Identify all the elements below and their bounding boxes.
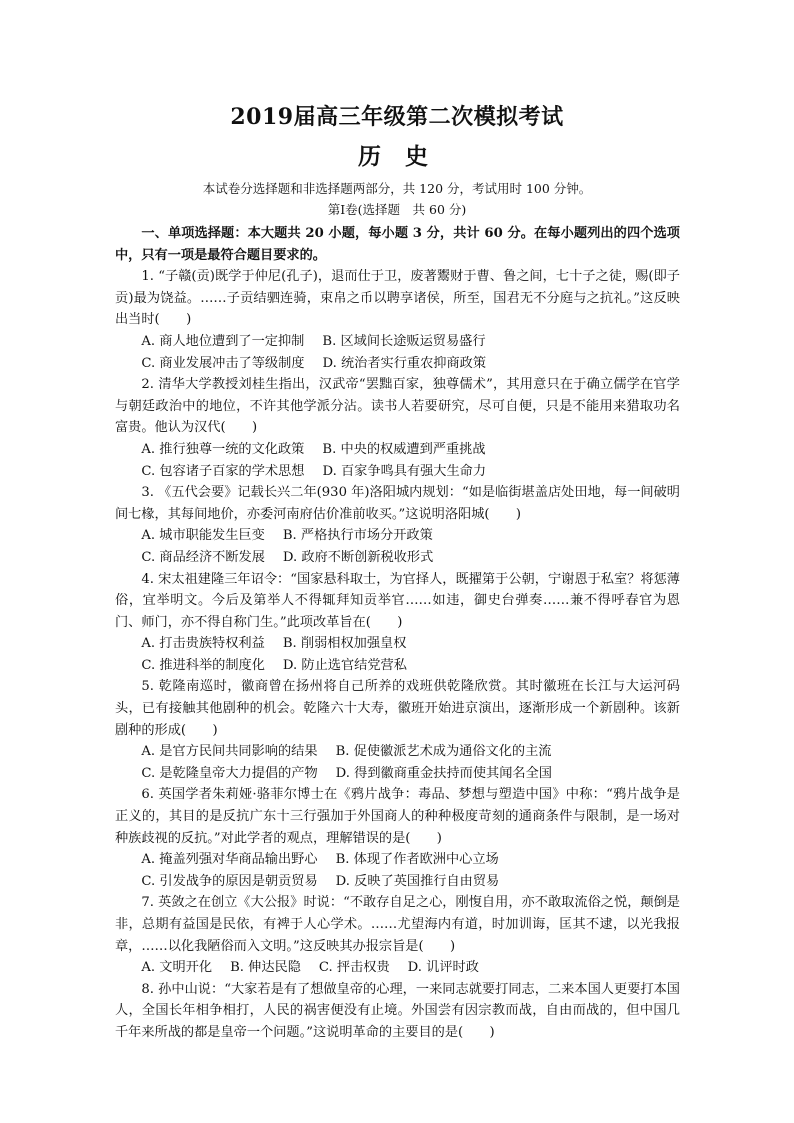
question-6-options-row-1 [115,849,680,871]
option-d: D. 防止选官结党营私 [282,657,407,673]
question-5-options-row-2 [115,763,680,785]
option-b: B. 体现了作者欧洲中心立场 [335,852,499,868]
option-d: D. 反映了英国推行自由贸易 [335,873,500,889]
option-b: B. 区域间长途贩运贸易盛行 [322,333,486,349]
option-d: D. 讥评时政 [407,960,479,976]
exam-note: 本试卷分选择题和非选择题两部分，共 120 分，考试用时 100 分钟。 [202,181,592,196]
option-b: B. 促使徽派艺术成为通俗文化的主流 [335,744,552,760]
option-a: A. 掩盖列强对华商品输出野心 [141,852,318,868]
option-c: C. 抨击权贵 [318,960,390,976]
question-6-options-row-2 [115,871,680,893]
option-c: C. 是乾隆皇帝大力提倡的产物 [141,765,318,781]
question-4-options-row-1 [115,633,680,655]
option-a: A. 打击贵族特权利益 [141,636,265,652]
question-2-options-row-2 [115,461,680,483]
option-a: A. 推行独尊一统的文化政策 [141,441,305,457]
option-b: B. 中央的权威遭到严重挑战 [322,441,486,457]
question-8-stem: 8. 孙中山说：“大家若是有了想做皇帝的心理，一来同志就要打同志，二来本国人更要打本国人，全国长年相争相打，人民的祸害便没有止境。外国尝有因宗教而战，自由而战的，但中国几千年来所战的都是皇帝一个问题。”这说明革命的主要目的是( ) [115,981,680,1040]
option-d: D. 百家争鸣具有强大生命力 [322,463,487,479]
option-a: A. 是官方民间共同影响的结果 [141,744,318,760]
question-5-stem: 5. 乾隆南巡时，徽商曾在扬州将自己所养的戏班供乾隆欣赏。其时徽班在长江与大运河码头，已有接触其他剧种的机会。乾隆六十大寿，徽班开始进京演出，逐渐形成一个新剧种。该新剧种的形成( ) [115,679,680,738]
question-4-stem: 4. 宋太祖建隆三年诏令：“国家悬科取士，为官择人，既擢第于公朝，宁谢恩于私室？将惩薄俗，宜举明文。今后及第举人不得辄拜知贡举官……如违，御史台弹奏……兼不得呼春官为恩门、师门，亦不得自称门生。”此项改革旨在( ) [115,571,680,630]
question-7-stem: 7. 英敛之在创立《大公报》时说：“不敢存自足之心，刚愎自用，亦不敢取流俗之悦，颠倒是非，总期有益国是民依，有裨于人心学术。……尤望海内有道，时加训诲，匡其不逮，以光我报章，……以化我陋俗而入文明。”这反映其办报宗旨是( ) [115,895,680,954]
question-2-options-row-1 [115,439,680,461]
question-3-stem: 3. 《五代会要》记载长兴二年(930 年)洛阳城内规划：“如是临街堪盖店处田地，每一间破明间七椽，其每间地价，亦委河南府估价准前收买。”这说明洛阳城( ) [115,485,680,522]
option-a: A. 文明开化 [141,960,213,976]
option-d: D. 得到徽商重金扶持而使其闻名全国 [335,765,552,781]
question-2-stem: 2. 清华大学教授刘桂生指出，汉武帝“罢黜百家，独尊儒术”，其用意只在于确立儒学在官学与朝廷政治中的地位，不许其他学派分沾。读书人若要研究，尽可自便，只是不能用来猎取功名富贵。他认为汉代( ) [115,377,680,436]
question-1-options-row-1 [115,331,680,353]
option-b: B. 伸达民隐 [230,960,301,976]
option-b: B. 严格执行市场分开政策 [282,528,433,544]
question-3-options-row-1 [115,525,680,547]
question-1-stem: 1. “子赣(贡)既学于仲尼(孔子)，退而仕于卫，废著鬻财于曹、鲁之间，七十子之徒，赐(即子贡)最为饶益。……子贡结驷连骑，束帛之币以聘享诸侯，所至，国君无不分庭与之抗礼。”这反映出当时( ) [115,269,680,328]
exam-title: 2019届高三年级第二次模拟考试 [230,104,564,130]
part-heading: 第Ⅰ卷(选择题 共 60 分) [327,202,467,217]
option-c: C. 引发战争的原因是朝贡贸易 [141,873,318,889]
option-d: D. 政府不断创新税收形式 [282,549,434,565]
option-a: A. 商人地位遭到了一定抑制 [141,333,305,349]
option-a: A. 城市职能发生巨变 [141,528,265,544]
section-heading: 一、单项选择题：本大题共 20 小题，每小题 3 分，共计 60 分。在每小题列出的四个选项中，只有一项是最符合题目要求的。 [115,226,680,263]
option-c: C. 商品经济不断发展 [141,549,265,565]
question-7-options-row [115,957,680,979]
question-3-options-row-2 [115,547,680,569]
option-d: D. 统治者实行重农抑商政策 [322,355,487,371]
option-c: C. 包容诸子百家的学术思想 [141,463,305,479]
option-c: C. 商业发展冲击了等级制度 [141,355,305,371]
option-b: B. 削弱相权加强皇权 [282,636,407,652]
question-4-options-row-2 [115,655,680,677]
option-c: C. 推进科举的制度化 [141,657,265,673]
question-5-options-row-1 [115,741,680,763]
question-list [115,223,680,1044]
question-1-options-row-2 [115,353,680,375]
question-6-stem: 6. 英国学者朱莉娅·骆菲尔博士在《鸦片战争：毒品、梦想与塑造中国》中称：“鸦片战争是正义的，其目的是反抗广东十三行强加于外国商人的种种极度苛刻的通商条件与限制，是一场对种族歧视的反抗。”对此学者的观点，理解错误的是( ) [115,787,680,846]
subject-title: 历 史 [357,143,436,170]
